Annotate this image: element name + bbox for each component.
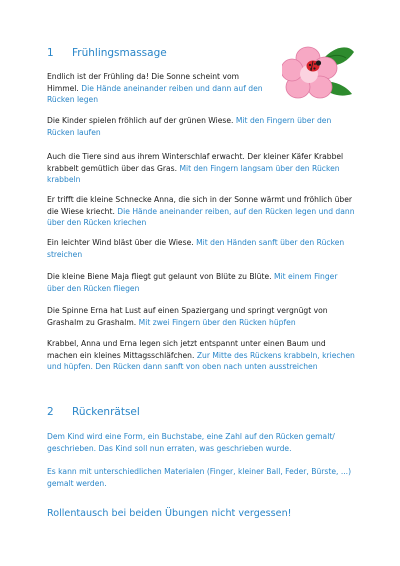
- section-1-heading: [47, 47, 167, 59]
- paragraph-5-instruction: Mit den Händen sanft über den Rücken streichen: [47, 238, 345, 259]
- section-2-heading: [47, 406, 140, 418]
- paragraph-6-story: Die kleine Biene Maja fliegt gut gelaunt von Blüte zu Blüte.: [47, 272, 272, 281]
- paragraph-1: [47, 71, 272, 106]
- paragraph-6: [47, 271, 355, 294]
- flower-with-ladybug-icon: [282, 42, 354, 108]
- section-1-title: Frühlingsmassage: [72, 47, 167, 59]
- section-2-text-2: Es kann mit unterschiedlichen Materialen (Finger, kleiner Ball, Feder, Bürste, ...) gemalt werden.: [47, 467, 352, 488]
- paragraph-5: [47, 237, 355, 260]
- paragraph-3-story: Auch die Tiere sind aus ihrem Winterschlaf erwacht. Der kleiner Käfer Krabbel krabbelt gemütlich über das Gras.: [47, 152, 344, 173]
- paragraph-1-story: Endlich ist der Frühling da! Die Sonne scheint vom Himmel.: [47, 72, 239, 93]
- paragraph-8: [47, 338, 355, 373]
- paragraph-7-instruction: Mit zwei Fingern über den Rücken hüpfen: [138, 317, 296, 327]
- paragraph-7-story: Die Spinne Erna hat Lust auf einen Spaziergang und springt vergnügt von Grashalm zu Grashalm.: [47, 306, 328, 327]
- paragraph-1-instruction: Die Hände aneinander reiben und dann auf den Rücken legen: [47, 83, 263, 105]
- section-1-number: 1: [47, 47, 54, 59]
- final-note: Rollentausch bei beiden Übungen nicht vergessen!: [47, 508, 292, 519]
- paragraph-8-story: Krabbel, Anna und Erna legen sich jetzt entspannt unter einen Baum und machen ein kleines Mittagsschläfchen.: [47, 339, 326, 360]
- paragraph-2: [47, 115, 355, 138]
- paragraph-2-instruction: Mit den Fingern über den Rücken laufen: [47, 116, 332, 137]
- paragraph-4-story: Er trifft die kleine Schnecke Anna, die sich in der Sonne wärmt und fröhlich über die Wiese kriecht.: [47, 195, 353, 216]
- section-2-text-1: Dem Kind wird eine Form, ein Buchstabe, eine Zahl auf den Rücken gemalt/ geschrieben. Das Kind soll nun erraten, was geschrieben wurde.: [47, 432, 335, 453]
- paragraph-7: [47, 305, 355, 328]
- section-2-title: Rückenrätsel: [72, 406, 140, 418]
- paragraph-3-instruction: Mit den Fingern langsam über den Rücken krabbeln: [47, 163, 340, 185]
- paragraph-6-instruction: Mit einem Finger über den Rücken fliegen: [47, 272, 338, 293]
- paragraph-8-instruction: Zur Mitte des Rückens krabbeln, kriechen und hüpfen. Den Rücken dann sanft von oben nach unten ausstreichen: [47, 350, 355, 372]
- paragraph-2-story: Die Kinder spielen fröhlich auf der grünen Wiese.: [47, 116, 234, 125]
- paragraph-5-story: Ein leichter Wind bläst über die Wiese.: [47, 238, 194, 247]
- section-2-number: 2: [47, 406, 54, 418]
- paragraph-3: [47, 151, 355, 186]
- paragraph-4: [47, 194, 355, 229]
- paragraph-4-instruction: Die Hände aneinander reiben, auf den Rücken legen und dann über den Rücken kriechen: [47, 206, 355, 228]
